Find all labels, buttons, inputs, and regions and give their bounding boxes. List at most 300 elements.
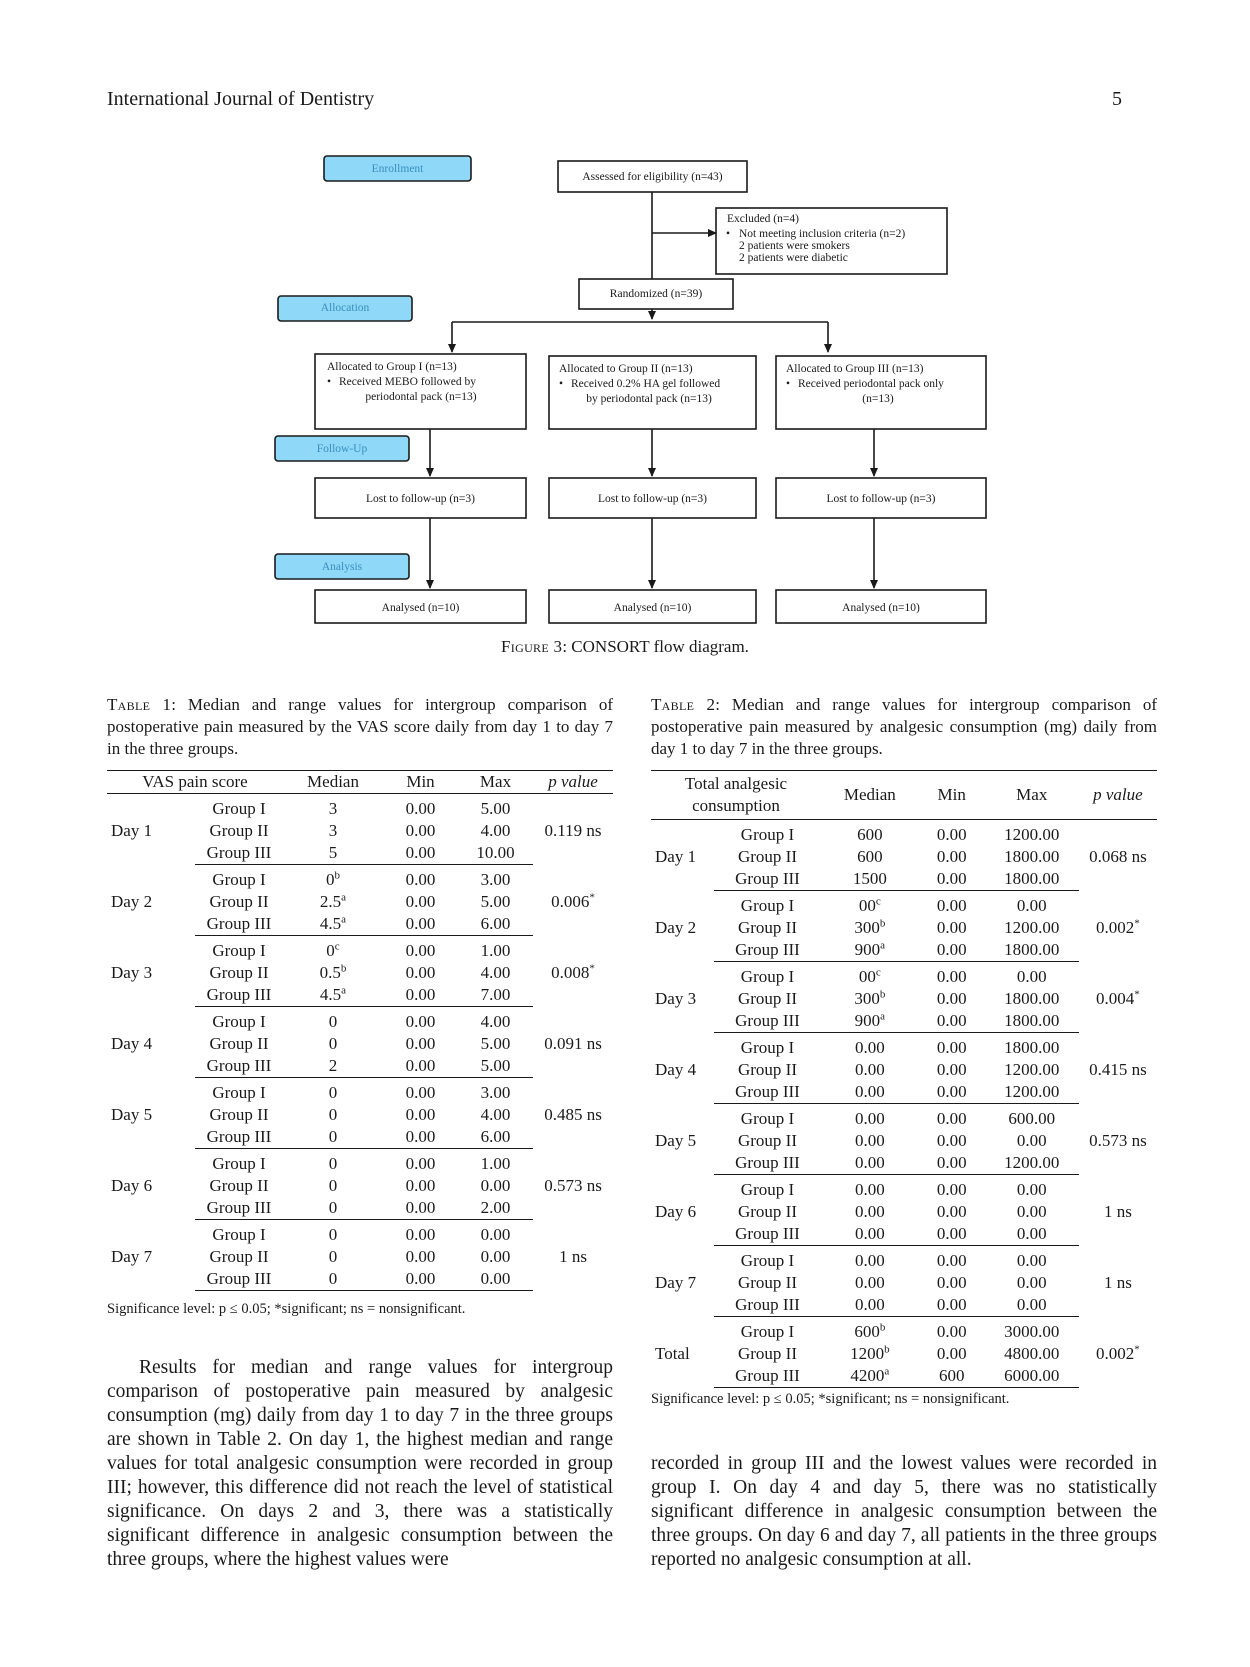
- median-cell: 0: [328, 1105, 338, 1124]
- table-header-row: [651, 771, 1157, 820]
- group-cell: Group III: [714, 1081, 821, 1104]
- min-cell: 0.00: [405, 1225, 436, 1244]
- group-cell: Group III: [195, 842, 283, 865]
- table1-note: Significance level: p ≤ 0.05; *significant; ns = nonsignificant.: [107, 1301, 466, 1317]
- svg-text:2 patients were smokers: 2 patients were smokers: [739, 240, 850, 252]
- min-cell: 0.00: [383, 913, 458, 936]
- svg-text:Allocated to Group III (n=13): Allocated to Group III (n=13): [786, 363, 924, 375]
- svg-text:Allocated to Group II (n=13): Allocated to Group II (n=13): [559, 363, 693, 375]
- max-cell: 5.00: [480, 799, 511, 818]
- day-group: [107, 1220, 613, 1291]
- significance-mark: *: [1134, 1343, 1140, 1356]
- median-cell: 0: [328, 1247, 338, 1266]
- day-cell: Day 7: [111, 1247, 153, 1266]
- min-cell: 0.00: [405, 1154, 436, 1173]
- group-cell: Group II: [209, 963, 269, 982]
- group-cell: Group I: [212, 1154, 266, 1173]
- stage-follow-up: [275, 436, 409, 461]
- svg-text:Assessed for eligibility (n=43: Assessed for eligibility (n=43): [582, 171, 723, 183]
- min-cell: 0.00: [405, 821, 436, 840]
- max-cell: 1800.00: [1004, 847, 1060, 866]
- group-cell: Group II: [209, 1105, 269, 1124]
- max-cell: 0.00: [1016, 967, 1047, 986]
- min-cell: 0.00: [405, 892, 436, 911]
- day-group: [107, 794, 613, 865]
- day-cell: Day 4: [655, 1060, 697, 1079]
- min-cell: 0.00: [405, 941, 436, 960]
- median-cell: 3: [328, 821, 338, 840]
- median-cell: 900$^a$: [821, 1010, 919, 1033]
- svg-text:Allocated to Group I (n=13): Allocated to Group I (n=13): [327, 361, 457, 373]
- bullet-icon: •: [786, 378, 791, 390]
- min-cell: 0.00: [405, 1083, 436, 1102]
- group-cell: Group III: [195, 984, 283, 1007]
- table1: [107, 770, 613, 1291]
- superscript-mark: b: [884, 1343, 890, 1356]
- median-cell: 0.00: [854, 1131, 885, 1150]
- box-analysed-group-3: [776, 590, 986, 623]
- table-row: [651, 1317, 1157, 1344]
- min-cell: 0.00: [405, 1247, 436, 1266]
- min-cell: 0.00: [919, 1081, 985, 1104]
- max-cell: 0.00: [1016, 1131, 1047, 1150]
- svg-text:Lost to follow-up (n=3): Lost to follow-up (n=3): [365, 493, 476, 505]
- median-cell: 0.5$^b$: [319, 962, 347, 982]
- box-randomized: [579, 279, 733, 309]
- day-group: [651, 1033, 1157, 1104]
- svg-text:Analysed (n=10): Analysed (n=10): [842, 602, 920, 614]
- header-cell: Max: [458, 771, 533, 794]
- group-cell: Group III: [195, 1268, 283, 1291]
- header-cell: Max: [985, 771, 1079, 820]
- group-cell: Group I: [740, 896, 795, 915]
- min-cell: 0.00: [383, 984, 458, 1007]
- group-cell: Group III: [714, 939, 821, 962]
- box-excluded: [716, 208, 947, 274]
- stage-analysis: [275, 554, 409, 579]
- superscript-mark: c: [875, 895, 881, 908]
- box-alloc-group-1: [315, 354, 526, 429]
- min-cell: 0.00: [936, 825, 967, 844]
- min-cell: 0.00: [936, 1251, 967, 1270]
- group-cell: Group I: [740, 967, 795, 986]
- min-cell: 0.00: [936, 1109, 967, 1128]
- median-cell: 600: [857, 847, 883, 866]
- min-cell: 0.00: [919, 939, 985, 962]
- header-cell: VAS pain score: [107, 771, 283, 794]
- superscript-mark: c: [334, 940, 340, 953]
- median-cell: 0: [283, 1126, 383, 1149]
- p-value-cell: 0.091 ns: [544, 1034, 602, 1053]
- table-row: [651, 1104, 1157, 1131]
- p-value-cell: 0.004*: [1096, 988, 1140, 1008]
- median-cell: 1200$^b$: [850, 1343, 890, 1363]
- box-lost-group-1: [315, 478, 526, 518]
- bullet-icon: •: [726, 228, 731, 240]
- svg-text:2 patients were diabetic: 2 patients were diabetic: [739, 252, 848, 264]
- table-row: [107, 794, 613, 821]
- max-cell: 1800.00: [985, 1010, 1079, 1033]
- group-cell: Group I: [740, 825, 795, 844]
- min-cell: 0.00: [383, 1268, 458, 1291]
- table-row: [107, 865, 613, 892]
- median-cell: 0.00: [821, 1294, 919, 1317]
- median-cell: 0.00: [854, 1273, 885, 1292]
- p-value-cell: 0.002*: [1096, 1343, 1140, 1363]
- superscript-mark: a: [880, 939, 886, 952]
- group-cell: Group III: [195, 1197, 283, 1220]
- median-cell: 0: [328, 1176, 338, 1195]
- day-group: [107, 1149, 613, 1220]
- median-cell: 0.00: [854, 1202, 885, 1221]
- min-cell: 0.00: [936, 918, 967, 937]
- max-cell: 0.00: [1016, 1273, 1047, 1292]
- group-cell: Group II: [737, 918, 797, 937]
- max-cell: 0.00: [458, 1268, 533, 1291]
- median-cell: 0: [283, 1197, 383, 1220]
- superscript-mark: a: [880, 1010, 886, 1023]
- group-cell: Group I: [212, 1083, 266, 1102]
- median-cell: 0.00: [821, 1081, 919, 1104]
- median-cell: 0.00: [821, 1152, 919, 1175]
- max-cell: 1800.00: [985, 868, 1079, 891]
- median-cell: 5: [283, 842, 383, 865]
- bullet-icon: •: [327, 376, 332, 388]
- table-row: [107, 1007, 613, 1034]
- superscript-mark: a: [341, 891, 347, 904]
- max-cell: 1.00: [480, 1154, 511, 1173]
- median-cell: 00$^c$: [858, 895, 881, 915]
- min-cell: 0.00: [936, 1131, 967, 1150]
- median-cell: 4200$^a$: [821, 1365, 919, 1388]
- day-cell: Day 1: [111, 821, 153, 841]
- median-cell: 0: [328, 1225, 338, 1244]
- group-cell: Group III: [714, 1152, 821, 1175]
- day-cell: Day 1: [655, 847, 697, 867]
- group-cell: Group III: [195, 1126, 283, 1149]
- max-cell: 4.00: [480, 963, 511, 982]
- median-cell: 0: [328, 1034, 338, 1053]
- group-cell: Group III: [714, 1365, 821, 1388]
- svg-text:Not meeting inclusion criteria: Not meeting inclusion criteria (n=2): [739, 228, 906, 240]
- box-assessed: [558, 161, 747, 192]
- svg-text:(n=13): (n=13): [862, 393, 894, 405]
- header-cell: Total analgesic consumption: [651, 771, 821, 820]
- group-cell: Group II: [737, 1131, 797, 1150]
- group-cell: Group I: [740, 1109, 795, 1128]
- min-cell: 0.00: [936, 1180, 967, 1199]
- svg-text:Analysed (n=10): Analysed (n=10): [381, 602, 460, 614]
- svg-text:Excluded (n=4): Excluded (n=4): [727, 213, 799, 225]
- max-cell: 0.00: [1016, 1251, 1047, 1270]
- box-analysed-group-1: [315, 590, 526, 623]
- table2: [651, 770, 1157, 1388]
- max-cell: 4800.00: [1004, 1344, 1060, 1363]
- median-cell: 2: [283, 1055, 383, 1078]
- day-cell: Day 6: [111, 1176, 153, 1195]
- day-cell: Day 7: [655, 1273, 697, 1292]
- min-cell: 0.00: [936, 1322, 967, 1341]
- header-cell: p value: [1079, 771, 1157, 820]
- box-alloc-group-3: [776, 356, 986, 429]
- day-cell: Day 5: [655, 1131, 697, 1150]
- day-cell: Total: [655, 1344, 690, 1363]
- superscript-mark: b: [340, 962, 347, 975]
- min-cell: 0.00: [405, 870, 436, 889]
- min-cell: 0.00: [936, 1344, 967, 1363]
- max-cell: 6000.00: [985, 1365, 1079, 1388]
- group-cell: Group I: [212, 799, 266, 818]
- p-value-cell: 0.068 ns: [1089, 847, 1147, 867]
- day-group: [651, 1317, 1157, 1388]
- bullet-icon: •: [559, 378, 564, 390]
- svg-text:periodontal pack (n=13): periodontal pack (n=13): [365, 391, 477, 403]
- svg-text:Analysed (n=10): Analysed (n=10): [613, 602, 692, 614]
- max-cell: 1800.00: [1004, 989, 1060, 1008]
- day-group: [651, 1104, 1157, 1175]
- max-cell: 0.00: [985, 1223, 1079, 1246]
- header-cell: Min: [383, 771, 458, 794]
- table-row: [651, 1033, 1157, 1060]
- group-cell: Group III: [195, 1055, 283, 1078]
- median-cell: 0.00: [854, 1038, 885, 1057]
- superscript-mark: b: [879, 917, 886, 930]
- min-cell: 0.00: [919, 1010, 985, 1033]
- group-cell: Group I: [212, 870, 266, 889]
- max-cell: 5.00: [480, 892, 511, 911]
- svg-text:Received 0.2% HA gel followed: Received 0.2% HA gel followed: [571, 378, 721, 390]
- min-cell: 0.00: [405, 963, 436, 982]
- median-cell: 3: [328, 799, 338, 818]
- table-row: [651, 1246, 1157, 1273]
- header-cell: Median: [283, 771, 383, 794]
- p-value-cell: 0.002*: [1096, 917, 1140, 937]
- min-cell: 0.00: [936, 1038, 967, 1057]
- day-cell: Day 3: [111, 963, 153, 982]
- svg-text:Lost to follow-up (n=3): Lost to follow-up (n=3): [597, 493, 708, 505]
- median-cell: 1500: [821, 868, 919, 891]
- group-cell: Group II: [737, 1060, 797, 1079]
- min-cell: 0.00: [936, 896, 967, 915]
- group-cell: Group II: [737, 1344, 797, 1363]
- day-group: [651, 1175, 1157, 1246]
- group-cell: Group I: [740, 1038, 795, 1057]
- svg-text:Received MEBO followed by: Received MEBO followed by: [339, 376, 477, 388]
- median-cell: 300$^b$: [854, 917, 886, 937]
- median-cell: 900$^a$: [821, 939, 919, 962]
- p-value-cell: 0.006*: [551, 891, 595, 911]
- superscript-mark: b: [334, 869, 340, 882]
- significance-mark: *: [1134, 988, 1140, 1001]
- table-row: [651, 820, 1157, 847]
- max-cell: 1200.00: [1004, 825, 1060, 844]
- box-analysed-group-2: [549, 590, 756, 623]
- stage-label: Allocation: [320, 302, 370, 314]
- svg-text:Lost to follow-up (n=3): Lost to follow-up (n=3): [826, 493, 936, 505]
- min-cell: 0.00: [936, 1273, 967, 1292]
- max-cell: 5.00: [480, 1034, 511, 1053]
- min-cell: 0.00: [405, 799, 436, 818]
- header-cell: Median: [821, 771, 919, 820]
- table-row: [107, 1149, 613, 1176]
- max-cell: 1200.00: [985, 1152, 1079, 1175]
- significance-mark: *: [1134, 917, 1140, 930]
- max-cell: 6.00: [458, 1126, 533, 1149]
- table-row: [107, 936, 613, 963]
- p-value-cell: 1 ns: [559, 1247, 587, 1266]
- p-value-cell: 0.485 ns: [544, 1105, 602, 1124]
- significance-mark: *: [589, 962, 595, 975]
- group-cell: Group I: [740, 1251, 795, 1270]
- p-value-cell: 0.573 ns: [1089, 1131, 1147, 1150]
- svg-text:Received periodontal pack only: Received periodontal pack only: [798, 378, 944, 390]
- consort-flow-diagram: [0, 0, 1250, 660]
- max-cell: 6.00: [458, 913, 533, 936]
- group-cell: Group II: [737, 989, 797, 1008]
- max-cell: 4.00: [480, 821, 511, 840]
- median-cell: 0: [283, 1268, 383, 1291]
- day-cell: Day 2: [111, 892, 153, 911]
- max-cell: 1800.00: [1004, 1038, 1060, 1057]
- p-value-cell: 1 ns: [1103, 1273, 1132, 1292]
- max-cell: 3.00: [480, 870, 511, 889]
- max-cell: 2.00: [458, 1197, 533, 1220]
- stage-allocation: [278, 296, 412, 321]
- stage-enrollment: [324, 156, 471, 181]
- table-row: [651, 962, 1157, 989]
- superscript-mark: c: [875, 966, 881, 979]
- group-cell: Group III: [714, 868, 821, 891]
- median-cell: 4.5$^a$: [283, 984, 383, 1007]
- min-cell: 0.00: [919, 868, 985, 891]
- day-group: [107, 936, 613, 1007]
- group-cell: Group I: [212, 941, 266, 960]
- group-cell: Group II: [737, 847, 797, 866]
- min-cell: 0.00: [405, 1176, 436, 1195]
- median-cell: 0: [328, 1083, 338, 1102]
- median-cell: 4.5$^a$: [283, 913, 383, 936]
- min-cell: 0.00: [936, 847, 967, 866]
- max-cell: 0.00: [1016, 896, 1047, 915]
- group-cell: Group II: [737, 1202, 797, 1221]
- group-cell: Group III: [195, 913, 283, 936]
- p-value-cell: 0.415 ns: [1089, 1060, 1147, 1079]
- max-cell: 7.00: [458, 984, 533, 1007]
- group-cell: Group III: [714, 1010, 821, 1033]
- max-cell: 600.00: [1008, 1109, 1056, 1128]
- group-cell: Group I: [212, 1012, 266, 1031]
- superscript-mark: a: [341, 984, 347, 997]
- min-cell: 0.00: [936, 1202, 967, 1221]
- group-cell: Group III: [714, 1294, 821, 1317]
- table-header-row: [107, 771, 613, 794]
- max-cell: 1200.00: [985, 1081, 1079, 1104]
- day-cell: Day 5: [111, 1105, 153, 1124]
- group-cell: Group I: [212, 1225, 266, 1244]
- header-cell: p value: [533, 771, 613, 794]
- body-paragraph-left: Results for median and range values for intergroup comparison of postoperative pain measured by analgesic consumption (mg) daily from day 1 to day 7 in the three groups are shown in Table 2. On day 1, the highest median and range values for total analgesic consumption were recorded in group III; however, this difference did not reach the level of statistical significance. On days 2 and 3, there was a statistically significant difference in analgesic consumption between the three groups, where the highest values were: [107, 1357, 613, 1570]
- table-row: [107, 1220, 613, 1247]
- day-cell: Day 4: [111, 1034, 153, 1053]
- table-row: [651, 891, 1157, 918]
- group-cell: Group II: [209, 1176, 269, 1195]
- min-cell: 600: [919, 1365, 985, 1388]
- superscript-mark: b: [879, 1321, 886, 1334]
- max-cell: 3000.00: [1004, 1322, 1060, 1341]
- group-cell: Group II: [209, 892, 269, 911]
- group-cell: Group II: [209, 821, 269, 840]
- min-cell: 0.00: [936, 967, 967, 986]
- day-cell: Day 6: [655, 1202, 697, 1221]
- min-cell: 0.00: [383, 1055, 458, 1078]
- median-cell: 0.00: [821, 1223, 919, 1246]
- figure-caption: Figure 3: CONSORT flow diagram.: [501, 637, 749, 656]
- table2-note: Significance level: p ≤ 0.05; *significant; ns = nonsignificant.: [651, 1391, 1010, 1407]
- group-cell: Group II: [209, 1247, 269, 1266]
- median-cell: 600: [857, 825, 883, 844]
- day-group: [107, 1007, 613, 1078]
- day-cell: Day 2: [655, 918, 697, 937]
- max-cell: 10.00: [458, 842, 533, 865]
- table-row: [651, 1175, 1157, 1202]
- journal-title: International Journal of Dentistry: [107, 88, 375, 110]
- day-group: [651, 891, 1157, 962]
- max-cell: 5.00: [458, 1055, 533, 1078]
- table-row: [107, 1078, 613, 1105]
- page-number: 5: [1112, 88, 1122, 110]
- p-value-cell: 0.573 ns: [544, 1176, 602, 1195]
- table1-caption: Table 1: Median and range values for intergroup comparison of postoperative pain measured by the VAS score daily from day 1 to day 7 in the three groups.: [107, 695, 613, 758]
- significance-mark: *: [589, 891, 595, 904]
- superscript-mark: a: [884, 1365, 890, 1378]
- min-cell: 0.00: [919, 1223, 985, 1246]
- max-cell: 0.00: [480, 1176, 511, 1195]
- median-cell: 0$^b$: [326, 869, 340, 889]
- day-group: [651, 1246, 1157, 1317]
- median-cell: 2.5$^a$: [319, 891, 347, 911]
- group-cell: Group I: [740, 1322, 795, 1341]
- min-cell: 0.00: [383, 1197, 458, 1220]
- min-cell: 0.00: [405, 1034, 436, 1053]
- max-cell: 3.00: [480, 1083, 511, 1102]
- box-lost-group-3: [776, 478, 986, 518]
- max-cell: 1200.00: [1004, 918, 1060, 937]
- group-cell: Group III: [714, 1223, 821, 1246]
- median-cell: 0.00: [854, 1109, 885, 1128]
- median-cell: 0$^c$: [326, 940, 340, 960]
- median-cell: 300$^b$: [854, 988, 886, 1008]
- median-cell: 0.00: [854, 1060, 885, 1079]
- group-cell: Group I: [740, 1180, 795, 1199]
- day-group: [107, 865, 613, 936]
- box-alloc-group-2: [549, 356, 756, 429]
- min-cell: 0.00: [919, 1294, 985, 1317]
- max-cell: 1.00: [480, 941, 511, 960]
- min-cell: 0.00: [383, 842, 458, 865]
- max-cell: 0.00: [480, 1247, 511, 1266]
- median-cell: 0.00: [854, 1180, 885, 1199]
- superscript-mark: b: [879, 988, 886, 1001]
- min-cell: 0.00: [405, 1105, 436, 1124]
- p-value-cell: 0.119 ns: [544, 821, 602, 841]
- p-value-cell: 0.008*: [551, 962, 595, 982]
- min-cell: 0.00: [936, 989, 967, 1008]
- group-cell: Group II: [209, 1034, 269, 1053]
- svg-text:Randomized (n=39): Randomized (n=39): [609, 288, 703, 300]
- max-cell: 1800.00: [985, 939, 1079, 962]
- max-cell: 0.00: [1016, 1180, 1047, 1199]
- max-cell: 0.00: [1016, 1202, 1047, 1221]
